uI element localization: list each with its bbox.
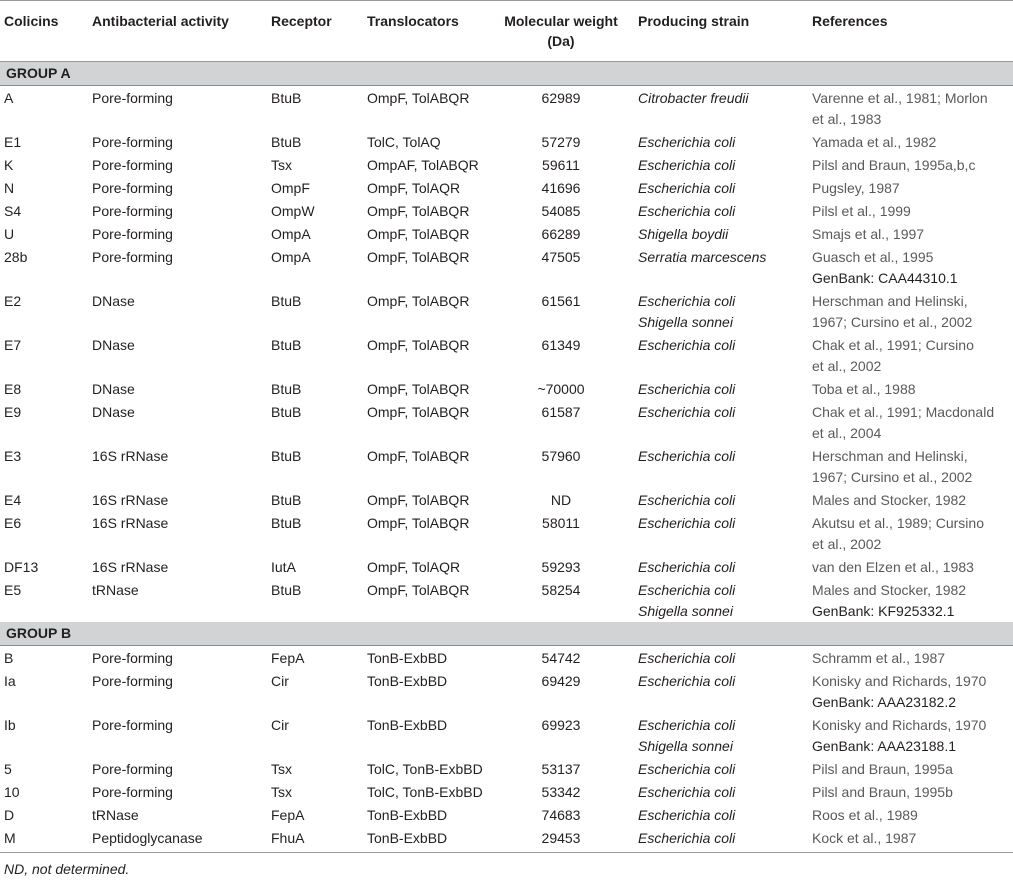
row-receptor: OmpA — [271, 249, 311, 265]
row-producing-strain — [638, 291, 735, 333]
row-references — [812, 335, 1012, 377]
row-colicin: E4 — [4, 492, 22, 508]
row-receptor: OmpW — [271, 203, 315, 219]
row-colicin: B — [4, 650, 14, 666]
row-activity: DNase — [92, 293, 135, 309]
row-receptor: BtuB — [271, 134, 302, 150]
row-colicin: Ib — [4, 717, 16, 733]
row-translocators: OmpF, TolABQR — [367, 293, 470, 309]
reference-line: Pilsl et al., 1999 — [812, 203, 911, 219]
row-molecular-weight: 47505 — [541, 249, 581, 265]
group-header — [0, 62, 1013, 86]
row-molecular-weight: 62989 — [541, 90, 581, 106]
reference-line: van den Elzen et al., 1983 — [812, 559, 974, 575]
row-producing-strain — [638, 379, 735, 400]
row-receptor: OmpF — [271, 180, 310, 196]
strain-line: Serratia marcescens — [638, 249, 767, 265]
row-producing-strain — [638, 155, 735, 176]
row-translocators: OmpF, TolABQR — [367, 337, 470, 353]
row-colicin: 5 — [4, 761, 12, 777]
row-references — [812, 155, 1012, 176]
reference-line: et al., 1983 — [812, 111, 882, 127]
row-molecular-weight: ~70000 — [537, 381, 585, 397]
row-producing-strain — [638, 580, 735, 622]
row-translocators: OmpF, TolAQR — [367, 180, 461, 196]
row-translocators: OmpF, TolABQR — [367, 381, 470, 397]
row-references — [812, 490, 1012, 511]
strain-line: Escherichia coli — [638, 582, 736, 598]
group-label: GROUP B — [6, 625, 72, 641]
row-colicin: K — [4, 157, 14, 173]
row-receptor: BtuB — [271, 582, 302, 598]
row-receptor: BtuB — [271, 448, 302, 464]
row-activity: 16S rRNase — [92, 559, 169, 575]
row-translocators: OmpF, TolABQR — [367, 404, 470, 420]
row-molecular-weight: 41696 — [541, 180, 581, 196]
row-producing-strain — [638, 759, 735, 780]
row-receptor: Tsx — [271, 157, 292, 173]
strain-line: Escherichia coli — [638, 203, 736, 219]
strain-line: Escherichia coli — [638, 492, 736, 508]
row-activity: Pore-forming — [92, 249, 173, 265]
row-colicin: 10 — [4, 784, 20, 800]
reference-line: 1967; Cursino et al., 2002 — [812, 314, 973, 330]
row-producing-strain — [638, 402, 735, 423]
row-activity: Pore-forming — [92, 673, 173, 689]
table-header — [0, 0, 1013, 62]
row-references — [812, 557, 1012, 578]
row-translocators: TonB-ExbBD — [367, 673, 448, 689]
reference-line: Konisky and Richards, 1970 — [812, 673, 987, 689]
table-row — [0, 646, 1013, 669]
strain-line: Shigella sonnei — [638, 314, 733, 330]
row-colicin: D — [4, 807, 15, 823]
strain-line: Escherichia coli — [638, 515, 736, 531]
reference-line: Toba et al., 1988 — [812, 381, 916, 397]
strain-line: Shigella boydii — [638, 226, 729, 242]
row-references — [812, 379, 1012, 400]
reference-line: Roos et al., 1989 — [812, 807, 918, 823]
row-references — [812, 513, 1012, 555]
row-activity: 16S rRNase — [92, 492, 169, 508]
reference-line: Varenne et al., 1981; Morlon — [812, 90, 988, 106]
row-receptor: BtuB — [271, 404, 302, 420]
reference-line: Guasch et al., 1995 — [812, 249, 934, 265]
table-row — [0, 86, 1013, 130]
strain-line: Escherichia coli — [638, 717, 736, 733]
row-molecular-weight: ND — [550, 492, 572, 508]
row-references — [812, 201, 1012, 222]
table-row — [0, 222, 1013, 245]
row-translocators: TonB-ExbBD — [367, 807, 448, 823]
row-molecular-weight: 59611 — [542, 157, 580, 173]
row-producing-strain — [638, 490, 735, 511]
table-row — [0, 130, 1013, 153]
strain-line: Escherichia coli — [638, 784, 736, 800]
row-receptor: BtuB — [271, 90, 302, 106]
reference-line: Males and Stocker, 1982 — [812, 492, 967, 508]
table-row — [0, 245, 1013, 289]
strain-line: Shigella sonnei — [638, 603, 733, 619]
row-receptor: OmpA — [271, 226, 311, 242]
strain-line: Shigella sonnei — [638, 738, 733, 754]
row-molecular-weight: 57279 — [541, 134, 581, 150]
row-producing-strain — [638, 513, 735, 534]
row-receptor: BtuB — [271, 293, 302, 309]
strain-line: Escherichia coli — [638, 381, 736, 397]
row-translocators: OmpF, TolABQR — [367, 492, 470, 508]
header-producing-strain: Producing strain — [638, 13, 750, 29]
reference-line: et al., 2002 — [812, 358, 882, 374]
row-references — [812, 224, 1012, 245]
table-row — [0, 488, 1013, 511]
row-colicin: E3 — [4, 448, 22, 464]
row-activity: DNase — [92, 404, 135, 420]
table-row — [0, 333, 1013, 377]
row-translocators: TonB-ExbBD — [367, 650, 448, 666]
strain-line: Escherichia coli — [638, 650, 736, 666]
row-producing-strain — [638, 446, 735, 467]
row-colicin: E2 — [4, 293, 22, 309]
table-row — [0, 400, 1013, 444]
row-references — [812, 805, 1012, 826]
row-colicin: Ia — [4, 673, 16, 689]
row-producing-strain — [638, 671, 735, 692]
table-row — [0, 555, 1013, 578]
strain-line: Escherichia coli — [638, 761, 736, 777]
row-activity: 16S rRNase — [92, 515, 169, 531]
table-row — [0, 377, 1013, 400]
row-translocators: TolC, TonB-ExbBD — [367, 761, 483, 777]
row-receptor: FepA — [271, 650, 305, 666]
row-producing-strain — [638, 828, 735, 849]
row-translocators: OmpF, TolABQR — [367, 515, 470, 531]
row-translocators: OmpF, TolAQR — [367, 559, 461, 575]
strain-line: Citrobacter freudii — [638, 90, 749, 106]
genbank-accession: GenBank: AAA23188.1 — [812, 738, 956, 754]
header-receptor: Receptor — [271, 13, 332, 29]
row-references — [812, 715, 1012, 757]
reference-line: Pilsl and Braun, 1995a,b,c — [812, 157, 976, 173]
row-translocators: OmpF, TolABQR — [367, 226, 470, 242]
row-molecular-weight: 54085 — [541, 203, 581, 219]
row-translocators: TonB-ExbBD — [367, 830, 448, 846]
row-molecular-weight: 58011 — [542, 515, 580, 531]
reference-line: et al., 2002 — [812, 536, 882, 552]
table-row — [0, 803, 1013, 826]
reference-line: Pugsley, 1987 — [812, 180, 900, 196]
strain-line: Escherichia coli — [638, 404, 736, 420]
reference-line: Kock et al., 1987 — [812, 830, 917, 846]
row-translocators: TonB-ExbBD — [367, 717, 448, 733]
row-activity: Pore-forming — [92, 157, 173, 173]
reference-line: Males and Stocker, 1982 — [812, 582, 967, 598]
row-activity: Pore-forming — [92, 784, 173, 800]
row-producing-strain — [638, 201, 735, 222]
reference-line: Herschman and Helinski, — [812, 293, 968, 309]
row-producing-strain — [638, 805, 735, 826]
row-receptor: BtuB — [271, 515, 302, 531]
row-colicin: U — [4, 226, 15, 242]
row-receptor: Tsx — [271, 784, 292, 800]
row-translocators: OmpF, TolABQR — [367, 203, 470, 219]
row-colicin: S4 — [4, 203, 22, 219]
row-activity: Peptidoglycanase — [92, 830, 203, 846]
footnote: ND, not determined. — [4, 861, 130, 877]
group-label: GROUP A — [6, 65, 71, 81]
strain-line: Escherichia coli — [638, 157, 736, 173]
row-producing-strain — [638, 132, 735, 153]
row-translocators: OmpF, TolABQR — [367, 90, 470, 106]
row-colicin: DF13 — [4, 559, 39, 575]
row-activity: Pore-forming — [92, 203, 173, 219]
genbank-accession: GenBank: KF925332.1 — [812, 603, 955, 619]
row-colicin: E8 — [4, 381, 22, 397]
row-colicin: E7 — [4, 337, 22, 353]
table-row — [0, 199, 1013, 222]
row-producing-strain — [638, 557, 735, 578]
table-row — [0, 153, 1013, 176]
strain-line: Escherichia coli — [638, 134, 736, 150]
row-molecular-weight: 61349 — [541, 337, 581, 353]
reference-line: Smajs et al., 1997 — [812, 226, 925, 242]
row-molecular-weight: 57960 — [541, 448, 581, 464]
row-receptor: Cir — [271, 673, 289, 689]
row-receptor: FhuA — [271, 830, 305, 846]
reference-line: Yamada et al., 1982 — [812, 134, 937, 150]
table-row — [0, 826, 1013, 849]
row-producing-strain — [638, 335, 735, 356]
row-molecular-weight: 61587 — [541, 404, 581, 420]
row-translocators: OmpF, TolABQR — [367, 582, 470, 598]
row-molecular-weight: 58254 — [541, 582, 581, 598]
row-activity: Pore-forming — [92, 717, 173, 733]
row-activity: DNase — [92, 337, 135, 353]
row-references — [812, 671, 1012, 713]
table-row — [0, 713, 1013, 757]
row-colicin: E5 — [4, 582, 22, 598]
row-molecular-weight: 61561 — [541, 293, 581, 309]
strain-line: Escherichia coli — [638, 293, 736, 309]
row-molecular-weight: 59293 — [541, 559, 581, 575]
row-molecular-weight: 53342 — [541, 784, 581, 800]
table-body — [0, 62, 1013, 849]
row-colicin: M — [4, 830, 16, 846]
row-colicin: N — [4, 180, 15, 196]
row-references — [812, 88, 1012, 130]
row-activity: tRNase — [92, 582, 139, 598]
header-colicins: Colicins — [4, 13, 59, 29]
row-references — [812, 759, 1012, 780]
row-receptor: Cir — [271, 717, 289, 733]
row-producing-strain — [638, 715, 735, 757]
strain-line: Escherichia coli — [638, 448, 736, 464]
row-producing-strain — [638, 247, 766, 268]
row-activity: Pore-forming — [92, 761, 173, 777]
row-producing-strain — [638, 648, 735, 669]
row-producing-strain — [638, 178, 735, 199]
row-translocators: OmpF, TolABQR — [367, 249, 470, 265]
reference-line: Pilsl and Braun, 1995a — [812, 761, 953, 777]
row-references — [812, 782, 1012, 803]
reference-line: Akutsu et al., 1989; Cursino — [812, 515, 984, 531]
row-molecular-weight: 69429 — [541, 673, 581, 689]
row-references — [812, 247, 1012, 289]
header-references: References — [812, 13, 888, 29]
row-receptor: Tsx — [271, 761, 292, 777]
reference-line: Chak et al., 1991; Cursino — [812, 337, 974, 353]
genbank-accession: GenBank: AAA23182.2 — [812, 694, 956, 710]
row-producing-strain — [638, 782, 735, 803]
strain-line: Escherichia coli — [638, 559, 736, 575]
row-molecular-weight: 53137 — [541, 761, 581, 777]
row-references — [812, 132, 1012, 153]
table-row — [0, 780, 1013, 803]
reference-line: 1967; Cursino et al., 2002 — [812, 469, 973, 485]
row-activity: Pore-forming — [92, 134, 173, 150]
row-receptor: FepA — [271, 807, 305, 823]
row-producing-strain — [638, 88, 749, 109]
reference-line: Herschman and Helinski, — [812, 448, 968, 464]
row-molecular-weight: 66289 — [541, 226, 581, 242]
row-molecular-weight: 54742 — [541, 650, 581, 666]
row-receptor: BtuB — [271, 492, 302, 508]
row-references — [812, 446, 1012, 488]
row-references — [812, 402, 1012, 444]
strain-line: Escherichia coli — [638, 337, 736, 353]
header-translocators: Translocators — [367, 13, 459, 29]
row-translocators: OmpAF, TolABQR — [367, 157, 479, 173]
group-header — [0, 622, 1013, 646]
row-references — [812, 178, 1012, 199]
table-row — [0, 669, 1013, 713]
row-colicin: E6 — [4, 515, 22, 531]
reference-line: Chak et al., 1991; Macdonald — [812, 404, 995, 420]
strain-line: Escherichia coli — [638, 673, 736, 689]
row-translocators: TolC, TolAQ — [367, 134, 441, 150]
table-footer — [0, 852, 1013, 877]
row-colicin: 28b — [4, 249, 28, 265]
table-row — [0, 578, 1013, 622]
row-activity: 16S rRNase — [92, 448, 169, 464]
reference-line: Schramm et al., 1987 — [812, 650, 946, 666]
row-references — [812, 828, 1012, 849]
row-molecular-weight: 74683 — [541, 807, 581, 823]
table-row — [0, 511, 1013, 555]
row-references — [812, 580, 1012, 622]
row-receptor: IutA — [271, 559, 296, 575]
genbank-accession: GenBank: CAA44310.1 — [812, 270, 958, 286]
row-translocators: OmpF, TolABQR — [367, 448, 470, 464]
row-references — [812, 291, 1012, 333]
row-receptor: BtuB — [271, 381, 302, 397]
row-translocators: TolC, TonB-ExbBD — [367, 784, 483, 800]
header-activity: Antibacterial activity — [92, 13, 229, 29]
strain-line: Escherichia coli — [638, 830, 736, 846]
row-activity: Pore-forming — [92, 90, 173, 106]
row-activity: Pore-forming — [92, 650, 173, 666]
row-colicin: E9 — [4, 404, 22, 420]
row-colicin: A — [4, 90, 14, 106]
row-receptor: BtuB — [271, 337, 302, 353]
reference-line: et al., 2004 — [812, 425, 882, 441]
reference-line: Pilsl and Braun, 1995b — [812, 784, 953, 800]
row-activity: Pore-forming — [92, 180, 173, 196]
table-row — [0, 289, 1013, 333]
row-molecular-weight: 29453 — [541, 830, 581, 846]
row-references — [812, 648, 1012, 669]
row-molecular-weight: 69923 — [541, 717, 581, 733]
strain-line: Escherichia coli — [638, 807, 736, 823]
row-colicin: E1 — [4, 134, 22, 150]
header-molecular-weight: Molecular weight (Da) — [504, 13, 618, 49]
row-activity: Pore-forming — [92, 226, 173, 242]
row-activity: tRNase — [92, 807, 139, 823]
row-activity: DNase — [92, 381, 135, 397]
reference-line: Konisky and Richards, 1970 — [812, 717, 987, 733]
row-producing-strain — [638, 224, 728, 245]
strain-line: Escherichia coli — [638, 180, 736, 196]
table-row — [0, 444, 1013, 488]
table-row — [0, 757, 1013, 780]
table-row — [0, 176, 1013, 199]
